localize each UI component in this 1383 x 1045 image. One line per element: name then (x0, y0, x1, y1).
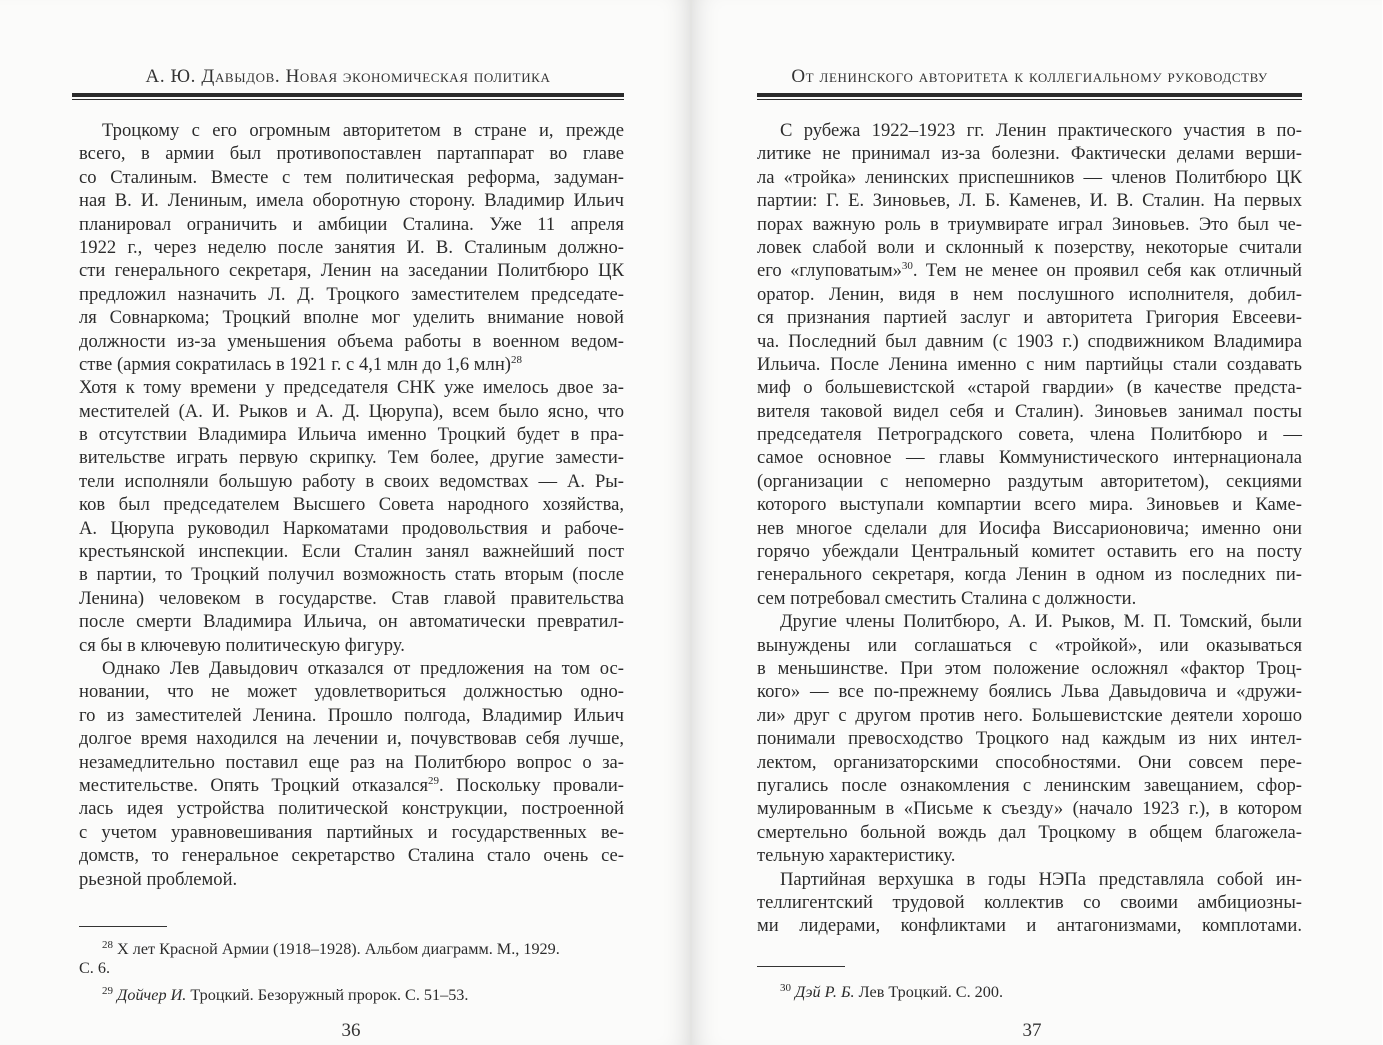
text-line: ми лидерами, конфликтами и антагонизмами, комплотами. (757, 915, 1302, 937)
text-line: Хотя к тому времени у председателя СНК уже имелось двое за- (79, 377, 624, 399)
text-line: вителя таковой видел себя и Сталин). Зиновьев занимал посты (757, 400, 1302, 422)
footnote-number: 29 (102, 985, 113, 997)
text-line: Ильича. После Ленина именно с ним партийцы стали создавать (757, 353, 1302, 375)
text-line: Троцкому с его огромным авторитетом в стране и, прежде (102, 120, 624, 141)
line-text: стве (армия сократилась в 1921 г. с 4,1 млн до 1,6 млн) (79, 353, 511, 375)
text-line: вительстве играть первую скрипку. Тем более, другие замести- (79, 447, 624, 469)
text-line: ся признания партией заслуг и авторитета Григория Евсееви- (757, 307, 1302, 329)
text-line: нев многое сделали для Иосифа Виссарионовича; именно они (757, 517, 1302, 539)
text-line (79, 353, 624, 376)
text-line: генерального секретаря, когда Ленин в одном из последних пи- (757, 564, 1302, 586)
line-text: . Поскольку провали- (439, 774, 624, 796)
footnote-author: Дэй Р. Б. (795, 983, 855, 1001)
text-line: понимали превосходство Троцкого над каждым из них интел- (757, 728, 1302, 750)
text-line: теллигентский трудовой коллектив со своими амбициозны- (757, 891, 1302, 913)
text-line: го из заместителей Ленина. Прошло полгода, Владимир Ильич (79, 704, 624, 726)
text-line: крестьянской инспекции. Если Сталин занял важнейший пост (79, 541, 624, 563)
text-line: ная В. И. Лениным, имела оборотную сторону. Владимир Ильич (79, 190, 624, 212)
text-line: со Сталиным. Вместе с тем политическая реформа, задуман- (79, 166, 624, 188)
text-line: ла «тройка» ленинских приспешников — членов Политбюро ЦК (757, 166, 1302, 188)
right-page (691, 0, 1382, 1045)
text-line: домств, то генеральное секретарство Сталина стало очень се- (79, 845, 624, 867)
text-line: должности из-за уменьшения объема работы в военном ведом- (79, 330, 624, 352)
text-line: пугались после ознакомления с ленинским завещанием, сфор- (757, 774, 1302, 796)
right-running-header: От ленинского авторитета к коллегиальному руководству (791, 66, 1268, 87)
text-line: лектом, организаторскими способностями. Они совсем пере- (757, 751, 1302, 773)
footnote-ref: 28 (510, 353, 522, 366)
text-line: порах важную роль в триумвирате играл Зиновьев. Это был че- (757, 213, 1302, 235)
text-line: вынуждены или соглашаться с «тройкой», или оказываться (757, 634, 1302, 656)
text-line: оратор. Ленин, видя в нем послушного исполнителя, добил- (757, 283, 1302, 305)
text-line: горячо убеждали Центральный комитет оставить его на посту (757, 541, 1302, 563)
text-line: партии: Г. Е. Зиновьев, Л. Б. Каменев, И. В. Сталин. На первых (757, 190, 1302, 212)
text-line: новании, что не может удовлетвориться должностью одно- (79, 681, 624, 703)
left-header-rule-thin (72, 99, 624, 100)
text-line: мулированным в «Письме к съезду» (начало 1923 г.), в котором (757, 798, 1302, 820)
line-text: . Тем не менее он проявил себя как отличный (912, 260, 1302, 282)
text-line: рьезной проблемой. (79, 868, 238, 890)
text-line: С рубежа 1922–1923 гг. Ленин практического участия в по- (780, 120, 1302, 141)
footnote-number: 28 (102, 939, 113, 951)
text-line: тельную характеристику. (757, 845, 956, 867)
text-line: ля Совнаркома; Троцкий вполне мог уделить внимание новой (79, 307, 624, 329)
text-line: ли» друг с другом против него. Большевистские деятели хорошо (757, 704, 1302, 726)
text-line: в меньшинстве. При этом положение осложнял «фактор Троц- (757, 657, 1302, 679)
text-line: незамедлительно поставил еще раз на Политбюро вопрос о за- (79, 751, 624, 773)
text-line: ся бы в ключевую политическую фигуру. (79, 634, 405, 656)
footnote-29 (79, 980, 624, 1003)
text-line: всего, в армии был противопоставлен партаппарат во главе (79, 143, 624, 165)
text-line: Партийная верхушка в годы НЭПа представляла собой ин- (780, 868, 1302, 890)
text-line: кого» — все по-прежнему боялись Льва Давыдовича и «дружи- (757, 681, 1302, 703)
right-page-number: 37 (1022, 1020, 1042, 1041)
text-line: литике не принимал из-за болезни. Фактически делами верши- (757, 143, 1302, 165)
text-line: после смерти Владимира Ильича, он автоматически превратил- (79, 611, 624, 633)
text-line: предложил назначить Л. Д. Троцкого заместителем председате- (79, 283, 624, 305)
text-line: в партии, то Троцкий получил возможность стать вторым (после (79, 564, 624, 586)
right-header-rule-thick (757, 93, 1302, 97)
footnote-separator (79, 926, 167, 927)
left-page (0, 0, 691, 1045)
text-line: Ленина) человеком в государстве. Став главой правительства (79, 587, 624, 609)
text-line: местителей (А. И. Рыков и А. Д. Цюрупа), всем было ясно, что (79, 400, 624, 422)
book-gutter (690, 0, 692, 1045)
footnote-separator (757, 966, 845, 967)
left-footnotes (79, 934, 624, 1003)
text-line: сем потребовал сместить Сталина с должности. (757, 587, 1137, 609)
text-line: миф о большевистской «старой гвардии» (в качестве предста- (757, 377, 1302, 399)
footnote-number: 30 (780, 982, 791, 994)
footnote-30 (757, 977, 1302, 1000)
footnote-ref: 30 (901, 260, 913, 273)
left-header-rule-thick (72, 93, 624, 97)
footnote-text: Троцкий. Безоружный пророк. С. 51–53. (190, 986, 469, 1004)
text-line: ча. Последний был давним (с 1903 г.) сподвижником Владимира (757, 330, 1302, 352)
text-line: председателя Петроградского совета, члена Политбюро и — (757, 424, 1302, 446)
left-body-text (79, 119, 624, 891)
right-body-text (757, 119, 1302, 938)
footnote-28-cont: С. 6. (79, 959, 111, 977)
line-text: его «глуповатым» (757, 260, 902, 282)
text-line: А. Цюрупа руководил Наркоматами продовольствия и рабоче- (79, 517, 624, 539)
text-line (757, 259, 1302, 282)
text-line: Однако Лев Давыдович отказался от предложения на том ос- (102, 657, 624, 679)
text-line: ловек слабой воли и склонный к позерству, некоторые считали (757, 236, 1302, 258)
text-line: смертельно больной вождь дал Троцкому в общем благожела- (757, 821, 1302, 843)
text-line: ков был председателем Высшего Совета народного хозяйства, (79, 494, 624, 516)
line-text: местительстве. Опять Троцкий отказался (79, 774, 429, 796)
footnote-text: X лет Красной Армии (1918–1928). Альбом диаграмм. М., 1929. (117, 940, 560, 958)
footnote-ref: 29 (428, 774, 440, 787)
text-line (79, 774, 624, 797)
text-line: сти генерального секретаря, Ленин на заседании Политбюро ЦК (79, 260, 624, 282)
right-footnotes (757, 977, 1302, 1000)
left-running-header: А. Ю. Давыдов. Новая экономическая политика (145, 66, 551, 87)
text-line: лась идея устройства политической конструкции, построенной (79, 798, 624, 820)
text-line: (организации с непомерно раздутым авторитетом), секциями (757, 470, 1302, 492)
text-line: планировал ограничить и амбиции Сталина. Уже 11 апреля (79, 213, 624, 235)
text-line: которого выступали компартии всего мира. Зиновьев и Камe- (757, 494, 1302, 516)
text-line: тели исполняли большую работу в своих ведомствах — А. Ры- (79, 470, 624, 492)
text-line: в отсутствии Владимира Ильича именно Троцкий будет в пра- (79, 424, 624, 446)
footnote-author: Дойчер И. (117, 986, 187, 1004)
text-line: 1922 г., через неделю после занятия И. В. Сталиным должно- (79, 236, 624, 258)
right-header-rule-thin (757, 99, 1302, 100)
footnote-text: Лев Троцкий. С. 200. (858, 983, 1004, 1001)
footnote-28 (79, 934, 624, 957)
text-line: Другие члены Политбюро, А. И. Рыков, М. П. Томский, были (780, 611, 1302, 633)
left-page-number: 36 (341, 1020, 361, 1041)
text-line: долгое время находился на лечении и, почувствовав себя лучше, (79, 728, 624, 750)
text-line: самое основное — главы Коммунистического интернационала (757, 447, 1302, 469)
text-line: с учетом уравновешивания партийных и государственных ве- (79, 821, 624, 843)
